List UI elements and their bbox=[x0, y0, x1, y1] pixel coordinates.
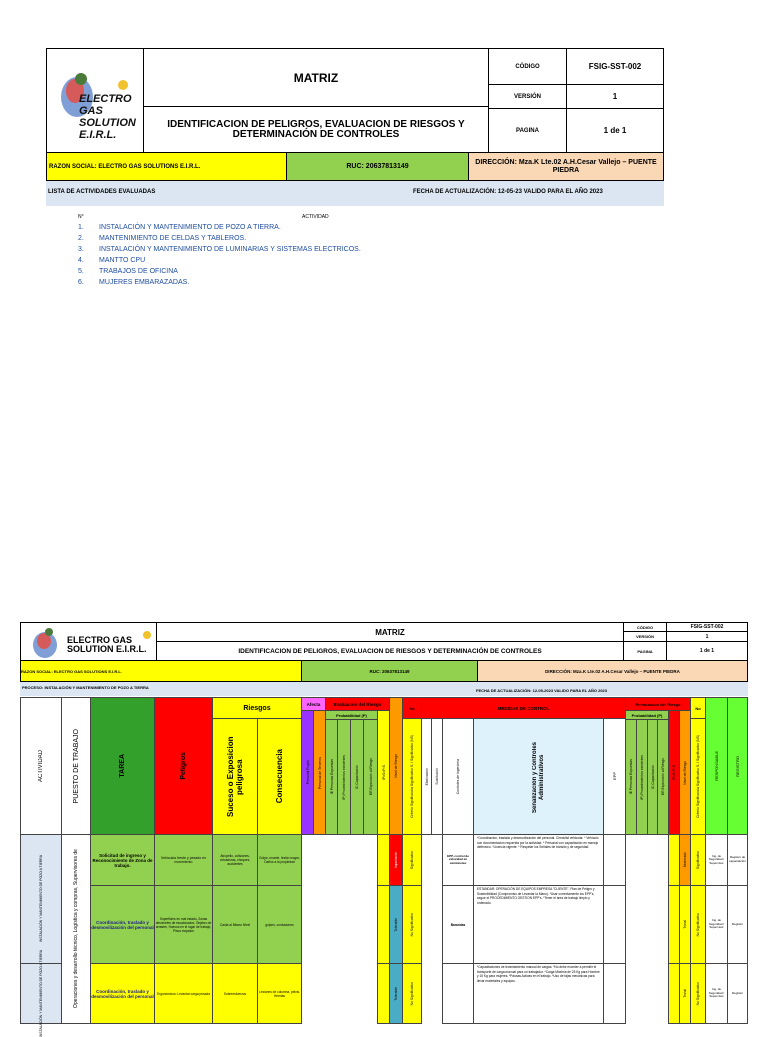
doc2-matrix-title: MATRIZ bbox=[156, 622, 624, 642]
row3-nivel2: Trivial bbox=[679, 963, 691, 1024]
row1-consecuencia: Golpe, muerte, lesión mayor, Daños a la propiedad bbox=[257, 834, 302, 886]
doc1-matrix-title: MATRIZ bbox=[143, 48, 489, 107]
col-tarea: TAREA bbox=[90, 697, 155, 835]
list-item: 2. MANTENIMIENTO DE CELDAS Y TABLEROS. bbox=[78, 235, 247, 242]
row1-nivel: Importante bbox=[389, 834, 403, 886]
row2-consecuencia: golpes, contusiones bbox=[257, 885, 302, 964]
row1-criterio2: Significativo bbox=[690, 834, 706, 886]
col-evaluacion: Evaluación del Riesgo bbox=[325, 697, 390, 711]
col-no-2: No bbox=[690, 697, 706, 719]
doc1-codigo-label: CÓDIGO bbox=[488, 48, 567, 85]
row2-criterio2: No Significativo bbox=[690, 885, 706, 964]
col-nivel: Nivel de Riesgo bbox=[389, 697, 403, 835]
col-probabilidad-2: Probabilidad (P) bbox=[625, 710, 669, 720]
col-probabilidad: Probabilidad (P) bbox=[325, 710, 378, 720]
row3-nivel: Tolerable bbox=[389, 963, 403, 1024]
row1-controles-ing: EPP, control de velocidad en camionetas bbox=[442, 834, 474, 886]
doc1-company-line2: SOLUTION E.I.R.L. bbox=[79, 117, 136, 141]
row1-criterio: Significativo bbox=[402, 834, 422, 886]
row2-controles-ing: Barandas bbox=[442, 885, 474, 964]
col-epp: EPP bbox=[603, 718, 626, 835]
row1-nivel2: Moderado bbox=[679, 834, 691, 886]
col-nivel-2: Nivel de Riesgo bbox=[679, 710, 691, 835]
col-responsable: RESPONSABLE bbox=[705, 697, 728, 835]
col-ip-2: IP) Procedimientos existentes bbox=[636, 719, 648, 835]
doc2-pagina-label: PAGINA bbox=[623, 641, 667, 661]
doc2-direccion: DIRECCIÓN: Mza.K Lte.02 A.H.Cesar Vallejo – PUENTE PIEDRA bbox=[477, 660, 748, 682]
row2-resp: Ing. de Seguridad / Supervisor bbox=[705, 885, 728, 964]
col-ic: IC Capacitación bbox=[350, 719, 364, 835]
doc1-ruc: RUC: 20637813149 bbox=[286, 152, 469, 181]
doc1-n-label: N° bbox=[78, 214, 84, 220]
row3-criterio2: No Significativo bbox=[690, 963, 706, 1024]
row1-epp bbox=[603, 834, 626, 886]
row1-reg: Registro de capacitación bbox=[727, 834, 748, 886]
doc1-logo-cell bbox=[46, 48, 144, 153]
row3-reg: Registro bbox=[727, 963, 748, 1024]
row2-peligros: Superficies en mal estado, Zonas desniveles de escalonados, Objetos de arrastre, Huecos en el lugar de trabajo, Pisos mojados bbox=[154, 885, 213, 964]
row2-criterio: No Significativo bbox=[402, 885, 422, 964]
doc2-pagina-value: 1 de 1 bbox=[666, 641, 748, 661]
col-ie: IE Personas Expuestas bbox=[325, 719, 338, 835]
row2-nivel2: Trivial bbox=[679, 885, 691, 964]
list-item: 6. MUJERES EMBARAZADAS. bbox=[78, 279, 190, 286]
list-item: 5. TRABAJOS DE OFICINA bbox=[78, 268, 178, 275]
row3-peligros: Ergonómicos: Levantar carga pesada bbox=[154, 963, 213, 1024]
col-riesgos: Riesgos bbox=[212, 697, 302, 719]
col-registro: REGISTRO bbox=[727, 697, 748, 835]
row1-suceso: Atropello, colisiones, volcaduras, choques, accidentes bbox=[212, 834, 258, 886]
cell-actividad: INSTALACIÓN Y MANTENIMIENTO DE POZO A TIERRA bbox=[20, 834, 62, 964]
col-ip: IP) Procedimientos existentes bbox=[337, 719, 351, 835]
col-ipxs: IPxS=P•S bbox=[377, 710, 390, 835]
col-actividad: ACTIVIDAD bbox=[20, 697, 62, 835]
doc1-direccion: DIRECCIÓN: Mza.K Lte.02 A.H.Cesar Vallejo – PUENTE PIEDRA bbox=[468, 152, 664, 181]
col-ipxs-2: IPxS=P•S bbox=[668, 710, 680, 835]
list-item: 1. INSTALACIÓN Y MANTENIMIENTO DE POZO A TIERRA. bbox=[78, 224, 281, 231]
doc2-proceso: PROCESO: INSTALACIÓN Y MANTENIMIENTO DE POZO A TIERRA bbox=[22, 685, 149, 690]
doc1-subtitle: IDENTIFICACION DE PELIGROS, EVALUACION DE RIESGOS Y DETERMINACIÓN DE CONTROLES bbox=[143, 106, 489, 153]
col-er: ER Exposición al Riesgo bbox=[363, 719, 378, 835]
doc2-company-line1: ELECTRO GAS bbox=[67, 635, 133, 645]
col-eliminacion: Eliminación bbox=[421, 718, 432, 835]
doc1-codigo-value: FSIG-SST-002 bbox=[566, 48, 664, 85]
cell-actividad-cont: INSTALACIÓN Y MANTENIMIENTO DE POZO A TIERRA bbox=[20, 963, 62, 1024]
row3-epp bbox=[603, 963, 626, 1024]
row2-suceso: Caída al Mismo Nivel bbox=[212, 885, 258, 964]
row2-reg: Registro bbox=[727, 885, 748, 964]
row3-senal: *Capacitaciones de levantamiento manual de cargas. *No debe exceder a permitir el transporte de carga manual para un trabajador. *Carga Máxima de 25 Kg para Hombre y 15 Kg para mujeres. *Pausas Activas en el trabajo. *Uso de fajas mecánicas para llevar materiales y equipos. bbox=[473, 963, 604, 1024]
doc2-version-label: VERSIÓN bbox=[623, 631, 667, 642]
doc2-ruc: RUC: 20637813149 bbox=[301, 660, 478, 682]
list-item: 3. INSTALACIÓN Y MANTENIMIENTO DE LUMINARIAS Y SISTEMAS ELECTRICOS. bbox=[78, 246, 361, 253]
col-personal-propio: Personal Propio bbox=[301, 710, 314, 835]
col-sustitucion: Sustitución bbox=[431, 718, 443, 835]
doc2-company-line2: SOLUTION E.I.R.L. bbox=[67, 644, 147, 654]
doc2-fecha: FECHA DE ACTUALIZACIÓN: 12-05-2023 VALIDO PARA EL AÑO 2023 bbox=[476, 688, 607, 693]
doc1-fecha: FECHA DE ACTUALIZACIÓN: 12-05-23 VALIDO PARA EL AÑO 2023 bbox=[413, 189, 603, 195]
col-criterio: Criterio Significancia Significativo S. / Significativo (NS) bbox=[402, 718, 422, 835]
col-no: No bbox=[402, 697, 422, 719]
list-item: 4. MANTTO CPU bbox=[78, 257, 146, 264]
doc2-logo-cell bbox=[20, 622, 157, 661]
col-puesto: PUESTO DE TRABAJO bbox=[61, 697, 91, 835]
row2-tarea: Coordinación, traslado y desmovilización del personal bbox=[90, 885, 155, 964]
doc1-razon-social: RAZON SOCIAL: ELECTRO GAS SOLUTIONS E.I.R.L. bbox=[46, 152, 287, 181]
doc2-proceso-bar bbox=[20, 682, 748, 696]
doc1-pagina-label: PAGINA bbox=[488, 108, 567, 153]
row3-consecuencia: Lesiones de columna, pelvis. Hernias bbox=[257, 963, 302, 1024]
col-peligros: Peligros bbox=[154, 697, 213, 835]
col-senalizacion: Señalización y Controles Administrativos bbox=[473, 718, 604, 835]
col-controles-ing: Controles de Ingeniería bbox=[442, 718, 474, 835]
doc2-razon-social: RAZON SOCIAL: ELECTRO GAS SOLUTIONS E.I.R.L. bbox=[20, 660, 302, 682]
row2-senal: ESTANDAR: OPERACIÓN DE EQUIPOS EMPRESA "CLIENTE". Plan de Peligro y Sostenibilidad (Compromiso de Levantar la Mano). *Usar correctamente los EPP's, seguir el PROCEDIMIENTO GESTION EPP's. *Tener el área de trabajo limpio y ordenado. bbox=[473, 885, 604, 964]
col-ic-2: IC Capacitación bbox=[647, 719, 658, 835]
row3-resp: Ing. de Seguridad / Supervisor bbox=[705, 963, 728, 1024]
col-residual: Revaluación del Riesgo bbox=[625, 697, 691, 711]
doc1-version-label: VERSIÓN bbox=[488, 84, 567, 109]
row2-nivel: Tolerable bbox=[389, 885, 403, 964]
doc1-pagina-value: 1 de 1 bbox=[566, 108, 664, 153]
col-er-2: ER Exposición al Riesgo bbox=[657, 719, 669, 835]
col-medidas: MEDIDAS DE CONTROL bbox=[421, 697, 626, 719]
doc1-company-line1: ELECTRO GAS bbox=[79, 93, 132, 117]
row1-senal: *Coordinación, traslado y desmovilización del personal. Checklist vehicular. * Vehículo con documentación requerida por la actividad. * Personal con capacitación en manejo defensivo. *Licencia vigente. * Respetar los Señales de tránsito y de seguridad. bbox=[473, 834, 604, 886]
doc1-lista-label: LISTA DE ACTIVIDADES EVALUADAS bbox=[48, 189, 156, 195]
row3-criterio: No Significativo bbox=[402, 963, 422, 1024]
col-afecta: Afecta bbox=[301, 697, 326, 711]
row3-controles-ing bbox=[442, 963, 474, 1024]
cell-puesto: Operaciones y desarrollo técnico, Logística y compras, Supervisores de bbox=[61, 834, 91, 1024]
col-suceso: Suceso o Exposicion peligrosa bbox=[212, 718, 258, 835]
doc2-codigo-value: FSIG-SST-002 bbox=[666, 622, 748, 632]
col-consecuencia: Consecuencia bbox=[257, 718, 302, 835]
row1-tarea: Solicitud de ingreso y Reconocimiento de Zona de trabajo. bbox=[90, 834, 155, 886]
col-criterio-2: Criterio Significancia Significativo S. / Significativo (NS) bbox=[690, 718, 706, 835]
doc2-version-value: 1 bbox=[666, 631, 748, 642]
col-personal-terceros: Personal de Terceros bbox=[313, 710, 326, 835]
doc2-codigo-label: CÓDIGO bbox=[623, 622, 667, 632]
row1-resp: Ing. de Seguridad / Supervisor bbox=[705, 834, 728, 886]
doc1-version-value: 1 bbox=[566, 84, 664, 109]
doc1-activity-list bbox=[78, 222, 361, 288]
row1-peligros: Vehículos frente y pesado en movimiento bbox=[154, 834, 213, 886]
row3-suceso: Sobreesfuerzos bbox=[212, 963, 258, 1024]
doc1-lista-bar bbox=[46, 181, 664, 206]
row3-tarea: Coordinación, traslado y desmovilización del personal bbox=[90, 963, 155, 1024]
doc1-actividad-label: ACTIVIDAD bbox=[302, 214, 329, 220]
row2-epp bbox=[603, 885, 626, 964]
col-ie-2: IE Personas Expuestas bbox=[625, 719, 637, 835]
doc2-subtitle: IDENTIFICACION DE PELIGROS, EVALUACION DE RIESGOS Y DETERMINACIÓN DE CONTROLES bbox=[156, 641, 624, 661]
